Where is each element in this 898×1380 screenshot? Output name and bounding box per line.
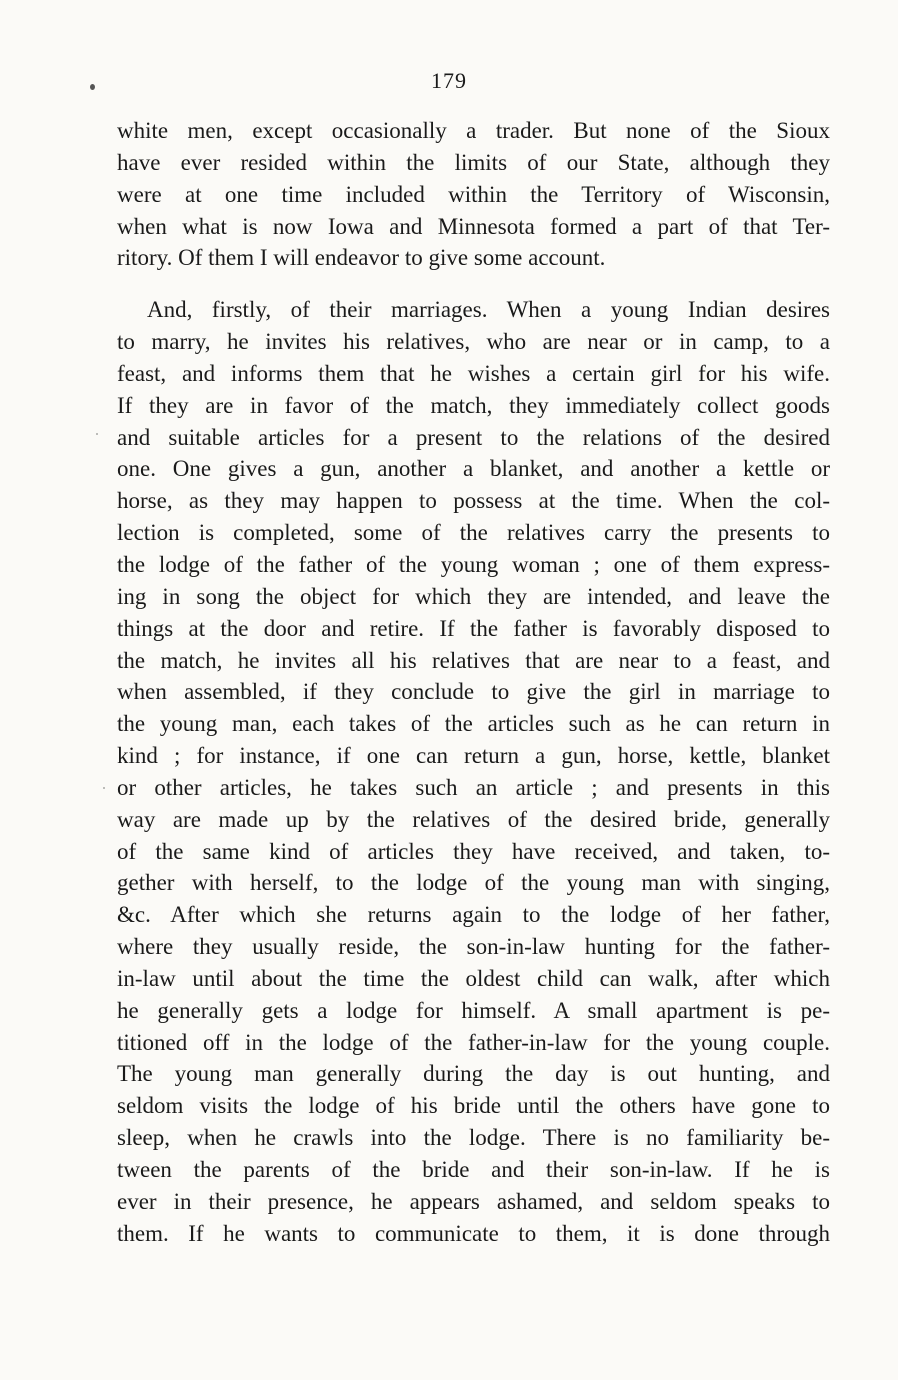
text-line: or other articles, he takes such an article ; and presents in this [117,774,830,800]
print-speck [96,433,98,435]
text-line: ritory. Of them I will endeavor to give some account. [117,245,606,271]
text-line: If they are in favor of the match, they immediately collect goods [117,392,830,418]
text-line: when what is now Iowa and Minnesota formed a part of that Ter- [117,213,830,239]
text-line: when assembled, if they conclude to give the girl in marriage to [117,679,830,705]
text-line: gether with herself, to the lodge of the young man with singing, [117,870,830,896]
text-line: the young man, each takes of the articles such as he can return in [117,711,830,737]
text-line: them. If he wants to communicate to them, it is done through [117,1220,830,1246]
text-line: were at one time included within the Territory of Wisconsin, [117,181,830,207]
text-line: in-law until about the time the oldest child can walk, after which [117,965,830,991]
print-speck [103,787,105,789]
paragraph-2 [117,294,830,1249]
text-line: and suitable articles for a present to the relations of the desired [117,424,830,450]
text-line: horse, as they may happen to possess at the time. When the col- [117,488,830,514]
body-text [117,115,830,1250]
text-line: the match, he invites all his relatives that are near to a feast, and [117,647,830,673]
text-line: things at the door and retire. If the father is favorably disposed to [117,615,830,641]
text-line: way are made up by the relatives of the desired bride, generally [117,806,830,832]
text-line: The young man generally during the day is out hunting, and [117,1061,830,1087]
text-line: sleep, when he crawls into the lodge. There is no familiarity be- [117,1125,830,1151]
print-speck [90,84,95,90]
text-line: of the same kind of articles they have received, and taken, to- [117,838,830,864]
text-line: the lodge of the father of the young woman ; one of them express- [117,551,830,577]
text-line: And, firstly, of their marriages. When a young Indian desires [147,297,830,323]
text-line: kind ; for instance, if one can return a gun, horse, kettle, blanket [117,743,830,769]
text-line: where they usually reside, the son-in-law hunting for the father- [117,934,830,960]
text-line: have ever resided within the limits of our State, although they [117,149,830,175]
text-line: feast, and informs them that he wishes a certain girl for his wife. [117,360,830,386]
text-line: to marry, he invites his relatives, who are near or in camp, to a [117,329,830,355]
text-line: he generally gets a lodge for himself. A small apartment is pe- [117,997,830,1023]
text-line: ing in song the object for which they are intended, and leave the [117,583,830,609]
text-line: tween the parents of the bride and their son-in-law. If he is [117,1157,830,1182]
page-number: 179 [431,68,467,93]
text-line: ever in their presence, he appears ashamed, and seldom speaks to [117,1188,830,1214]
paragraph-1 [117,115,830,274]
text-line: &c. After which she returns again to the lodge of her father, [117,902,830,928]
text-line: titioned off in the lodge of the father-in-law for the young couple. [117,1029,830,1055]
text-line: lection is completed, some of the relatives carry the presents to [117,520,830,546]
text-line: seldom visits the lodge of his bride until the others have gone to [117,1093,830,1119]
text-line: white men, except occasionally a trader. But none of the Sioux [117,118,830,143]
text-line: one. One gives a gun, another a blanket, and another a kettle or [117,456,830,482]
